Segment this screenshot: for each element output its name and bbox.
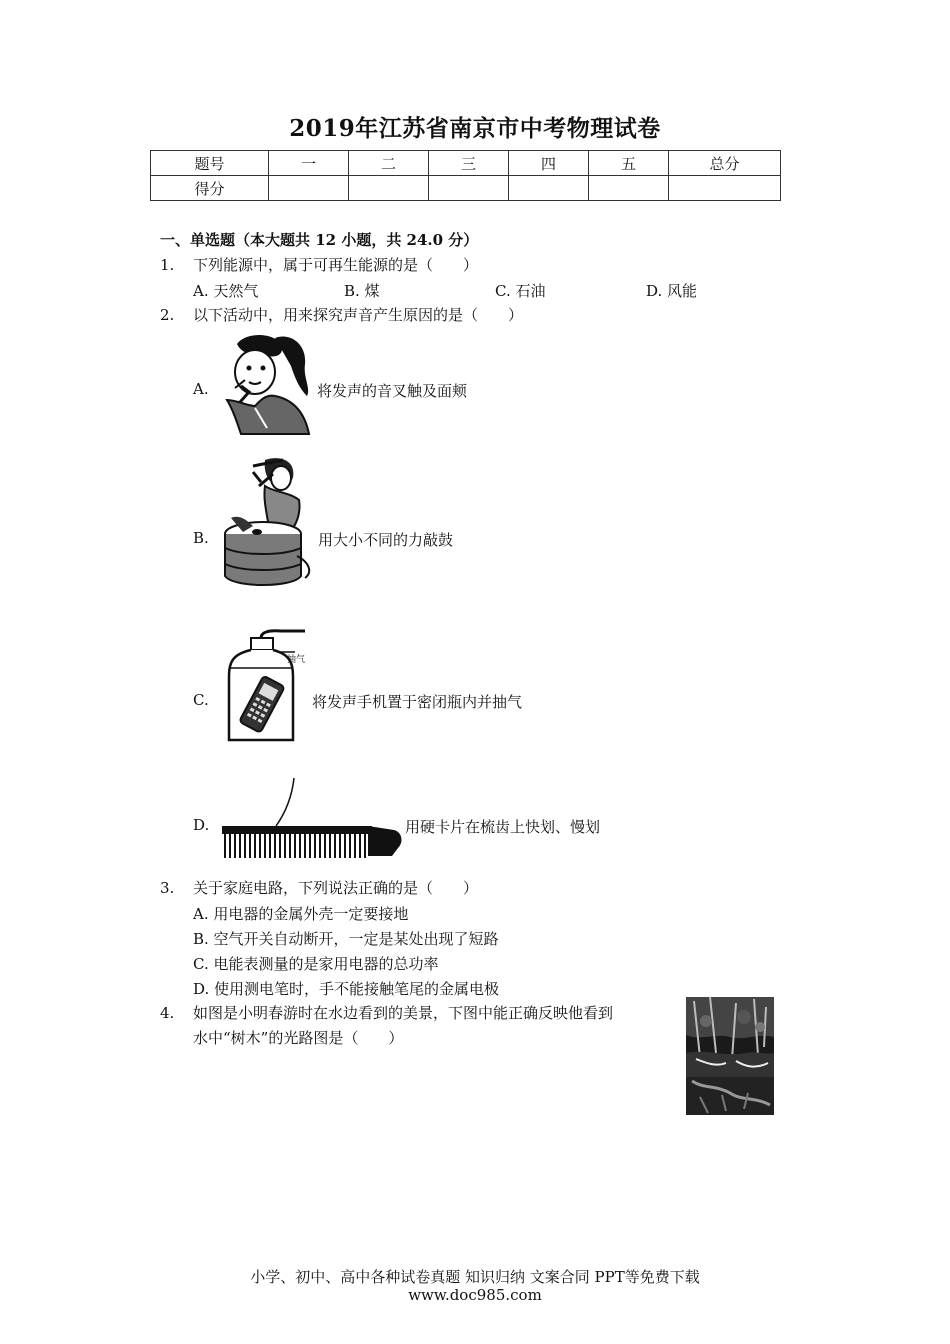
option-a-label: A.: [193, 380, 209, 398]
score-entry-cell: [349, 176, 429, 201]
score-entry-cell: [589, 176, 669, 201]
phone-in-bottle-image: [223, 628, 309, 746]
option-b: B. 煤: [344, 282, 380, 300]
question-text-line1: 如图是小明春游时在水边看到的美景，下图中能正确反映他看到: [193, 1004, 614, 1022]
question-number: 4.: [160, 1004, 175, 1022]
option-c: C. 石油: [495, 282, 546, 300]
option-b: B. 空气开关自动断开，一定是某处出现了短路: [193, 930, 499, 948]
score-entry-cell: [429, 176, 509, 201]
option-c-text: 将发声手机置于密闭瓶内并抽气: [312, 693, 523, 711]
comb-card-image: [218, 776, 404, 864]
question-text: 关于家庭电路，下列说法正确的是（ ）: [193, 879, 479, 897]
option-c-label: C.: [193, 691, 209, 709]
option-a-text: 将发声的音叉触及面颊: [317, 382, 468, 400]
question-text-line2: 水中“树木”的光路图是（ ）: [193, 1029, 404, 1047]
question-number: 2.: [160, 306, 175, 324]
page-title: 2019年江苏省南京市中考物理试卷: [289, 115, 661, 142]
lakeside-trees-photo: [686, 997, 774, 1115]
score-table: [150, 150, 781, 201]
score-entry-cell: [509, 176, 589, 201]
pump-label: 抽气: [287, 655, 306, 665]
score-entry-cell: [269, 176, 349, 201]
table-cell: 四: [509, 151, 589, 176]
question-number: 3.: [160, 879, 175, 897]
score-entry-cell: [669, 176, 781, 201]
option-d-text: 用硬卡片在梳齿上快划、慢划: [405, 818, 601, 836]
table-cell: 得分: [151, 176, 269, 201]
table-cell: 总分: [669, 151, 781, 176]
option-d: D. 使用测电笔时，手不能接触笔尾的金属电极: [193, 980, 500, 998]
option-a: A. 用电器的金属外壳一定要接地: [193, 905, 409, 923]
question-text: 下列能源中，属于可再生能源的是（ ）: [193, 256, 479, 274]
option-d-label: D.: [193, 816, 210, 834]
section-heading: 一、单选题（本大题共 12 小题，共 24.0 分）: [160, 231, 479, 249]
table-cell: 题号: [151, 151, 269, 176]
option-a: A. 天然气: [193, 282, 259, 300]
footer-line1: 小学、初中、高中各种试卷真题 知识归纳 文案合同 PPT等免费下载: [250, 1268, 700, 1286]
question-number: 1.: [160, 256, 175, 274]
option-b-text: 用大小不同的力敲鼓: [318, 531, 454, 549]
question-text: 以下活动中，用来探究声音产生原因的是（ ）: [193, 306, 524, 324]
girl-tuning-fork-image: [215, 330, 315, 438]
score-table-score-row: [151, 176, 781, 201]
table-cell: 三: [429, 151, 509, 176]
table-cell: 二: [349, 151, 429, 176]
option-d: D. 风能: [646, 282, 698, 300]
option-b-label: B.: [193, 529, 209, 547]
footer-url: www.doc985.com: [408, 1286, 542, 1304]
table-cell: 五: [589, 151, 669, 176]
score-table-header-row: [151, 151, 781, 176]
table-cell: 一: [269, 151, 349, 176]
drum-image: [213, 452, 317, 594]
option-c: C. 电能表测量的是家用电器的总功率: [193, 955, 439, 973]
